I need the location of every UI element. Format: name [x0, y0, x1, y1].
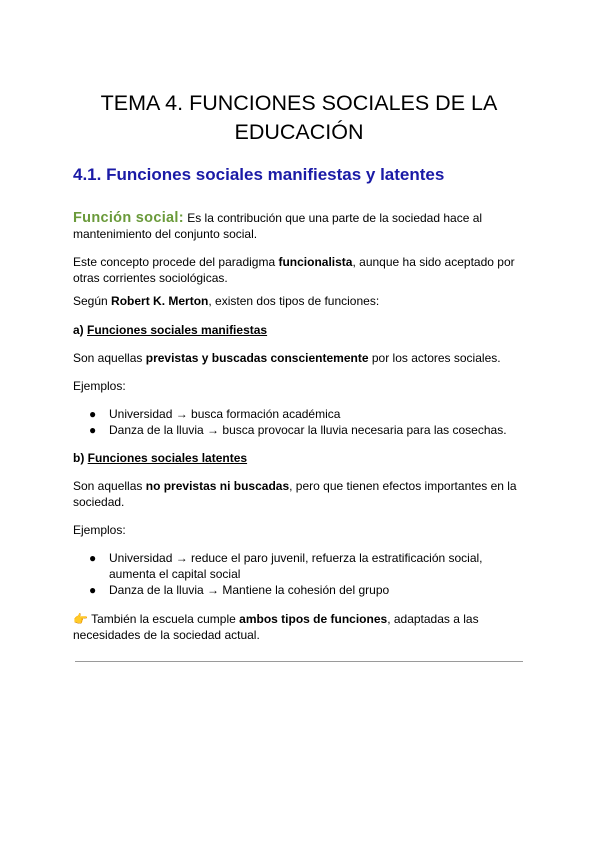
latent-heading [73, 450, 525, 466]
definition-term: Función social [73, 210, 179, 226]
latent-desc-before: Son aquellas [73, 479, 146, 493]
list-item [73, 422, 525, 438]
paradigm-text-after: , aunque ha sido aceptado por otras corrientes sociológicas. [73, 255, 515, 285]
manifest-examples-list [73, 406, 525, 438]
horizontal-divider [75, 661, 523, 662]
pointing-hand-icon: 👉 [73, 612, 88, 626]
definition-text: Es la contribución que una parte de la sociedad hace al mantenimiento del conjunto social. [73, 211, 483, 241]
manifest-desc-bold: previstas y buscadas conscientemente [145, 351, 369, 365]
merton-text-before: Según [73, 294, 112, 308]
bullet-icon: ● [89, 423, 97, 437]
bullet-icon: ● [89, 407, 97, 421]
merton-text-after: , existen dos tipos de funciones: [208, 294, 380, 308]
latent-examples-label: Ejemplos: [73, 523, 126, 537]
definition-paragraph [73, 210, 525, 242]
conclusion-bold: ambos tipos de funciones [239, 612, 388, 626]
manifest-description [73, 350, 525, 366]
conclusion-paragraph [73, 611, 525, 643]
list-item-text: Danza de la lluvia → busca provocar la lluvia necesaria para las cosechas. [109, 423, 507, 437]
definition-colon: : [178, 210, 184, 226]
manifest-heading-text: Funciones sociales manifiestas [87, 323, 268, 337]
latent-desc-after: , pero que tienen efectos importantes en la sociedad. [73, 479, 517, 509]
latent-heading-text: Funciones sociales latentes [87, 451, 248, 465]
bullet-icon: ● [89, 551, 97, 565]
latent-desc-bold: no previstas ni buscadas [145, 479, 290, 493]
section-heading: 4.1. Funciones sociales manifiestas y latentes [73, 165, 445, 184]
list-item-text: Universidad → reduce el paro juvenil, refuerza la estratificación social, aumenta el capital social [109, 551, 483, 581]
bullet-icon: ● [89, 583, 97, 597]
latent-description [73, 478, 525, 510]
list-item [73, 550, 525, 582]
paradigm-bold: funcionalista [278, 255, 353, 269]
paradigm-paragraph [73, 254, 525, 286]
manifest-prefix: a) [73, 323, 88, 337]
manifest-examples-label: Ejemplos: [73, 379, 126, 393]
merton-paragraph [73, 293, 525, 309]
manifest-heading [73, 322, 525, 338]
list-item [73, 406, 525, 422]
conclusion-text-before: También la escuela cumple [87, 612, 240, 626]
list-item-text: Universidad → busca formación académica [109, 407, 341, 421]
list-item-text: Danza de la lluvia → Mantiene la cohesión del grupo [109, 583, 390, 597]
page-title: TEMA 4. FUNCIONES SOCIALES DE LA EDUCACIÓN [100, 91, 498, 144]
latent-examples-list [73, 550, 525, 598]
paradigm-text-before: Este concepto procede del paradigma [73, 255, 279, 269]
list-item [73, 582, 525, 598]
latent-prefix: b) [73, 451, 88, 465]
merton-bold: Robert K. Merton [111, 294, 209, 308]
manifest-desc-after: por los actores sociales. [368, 351, 501, 365]
conclusion-text-after: , adaptadas a las necesidades de la sociedad actual. [73, 612, 479, 642]
manifest-desc-before: Son aquellas [73, 351, 146, 365]
